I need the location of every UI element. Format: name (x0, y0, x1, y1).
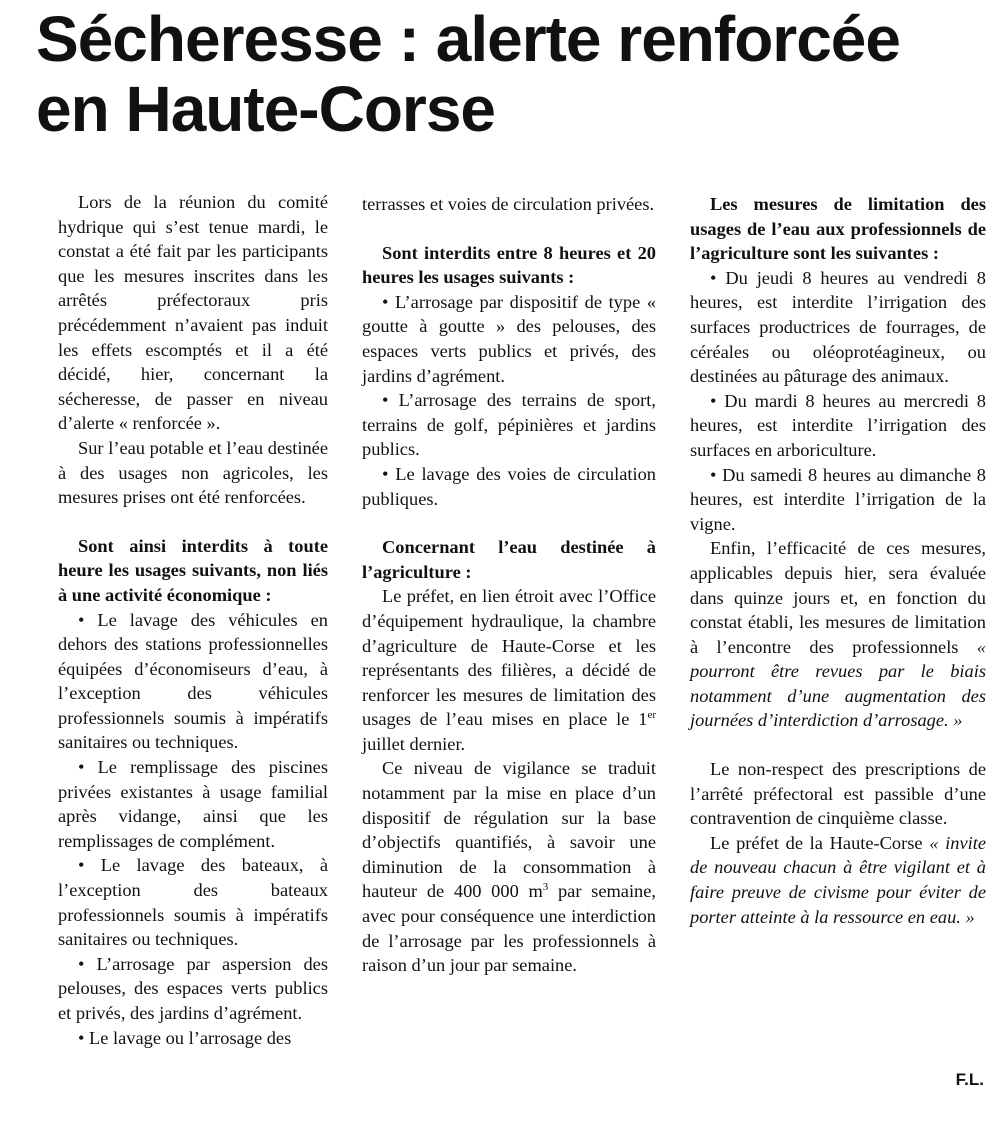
author-signature: F.L. (955, 1070, 984, 1089)
bullet-item: • Du samedi 8 heures au dimanche 8 heures, est interdite l’irrigation de la vigne. (690, 464, 986, 534)
paragraph: Le préfet de la Haute-Corse « invite de nouveau chacun à être vigilant et à faire preuve de civisme pour éviter de porter atteinte à la ressource en eau. » (690, 832, 986, 927)
bullet-item: • Le lavage des véhicules en dehors des stations professionnelles équipées d’économiseurs d’eau, à l’exception des véhicules professionnels soumis à impératifs sanitaires ou techniques. (58, 609, 328, 753)
bullet-item: • Du mardi 8 heures au mercredi 8 heures, est interdite l’irrigation des surfaces en arboriculture. (690, 390, 986, 460)
bullet-item: • Le lavage ou l’arrosage des (78, 1027, 292, 1048)
bullet-item: • Le remplissage des piscines privées existantes à usage familial après vidange, ainsi que les remplissages de complément. (58, 757, 328, 851)
bullet-item: • L’arrosage par dispositif de type « goutte à goutte » des pelouses, des espaces verts publics et privés, des jardins d’agrément. (362, 291, 656, 386)
paragraph: Le préfet, en lien étroit avec l’Office d’équipement hydraulique, la chambre d’agriculture de Haute-Corse et les représentants des filières, a décidé de renforcer les mesures de limitation des usages de l’eau mises en place le 1er juillet dernier. (362, 586, 656, 754)
paragraph: Sur l’eau potable et l’eau destinée à des usages non agricoles, les mesures prises ont été renforcées. (58, 437, 328, 508)
bullet-item: • L’arrosage par aspersion des pelouses, des espaces verts publics et privés, des jardins d’agrément. (58, 953, 328, 1023)
paragraph: Le non-respect des prescriptions de l’arrêté préfectoral est passible d’une contravention de cinquième classe. (690, 759, 986, 829)
section-heading: Sont interdits entre 8 heures et 20 heures les usages suivants : (362, 242, 656, 288)
bullet-item: • Le lavage des bateaux, à l’exception des bateaux professionnels soumis à impératifs sanitaires ou techniques. (58, 855, 328, 950)
article-headline: Sécheresse : alerte renforcée en Haute-Corse (36, 3, 900, 145)
paragraph: Enfin, l’efficacité de ces mesures, applicables depuis hier, sera évaluée dans quinze jours et, en fonction du constat établi, les mesures de limitation à l’encontre des professionnels « pourront être revues par le biais notamment d’une augmentation des journées d’interdiction d’arrosage. » (690, 538, 986, 731)
article-column-1 (58, 190, 328, 1050)
section-heading: Les mesures de limitation des usages de l’eau aux professionnels de l’agriculture sont les suivantes : (690, 194, 986, 264)
article-column-2 (362, 192, 656, 978)
bullet-item: • Du jeudi 8 heures au vendredi 8 heures, est interdite l’irrigation des surfaces productrices de fourrages, de céréales ou oléoprotéagineux, ou destinées au pâturage des animaux. (690, 267, 986, 387)
paragraph: terrasses et voies de circulation privées. (362, 194, 655, 214)
bullet-item: • Le lavage des voies de circulation publiques. (362, 463, 656, 509)
section-heading: Sont ainsi interdits à toute heure les usages suivants, non liés à une activité économique : (58, 535, 328, 605)
intro-paragraph: Lors de la réunion du comité hydrique qui s’est tenue mardi, le constat a été fait par les participants que les mesures inscrites dans les arrêtés préfectoraux pris précédemment n’avaient pas induit les effets escomptés et il a été décidé, hier, concernant la sécheresse, de passer en niveau d’alerte « renforcée ». (58, 192, 328, 434)
paragraph: Ce niveau de vigilance se traduit notamment par la mise en place d’un dispositif de régulation sur la base d’objectifs quantifiés, à savoir une diminution de la consommation à hauteur de 400 000 $m^3$ par semaine, avec pour conséquence une interdiction de l’arrosage par les professionnels à raison d’un jour par semaine. (362, 758, 657, 976)
article-column-3 (690, 192, 986, 929)
section-heading: Concernant l’eau destinée à l’agriculture : (362, 537, 656, 582)
bullet-item: • L’arrosage des terrains de sport, terrains de golf, pépinières et jardins publics. (362, 390, 656, 460)
